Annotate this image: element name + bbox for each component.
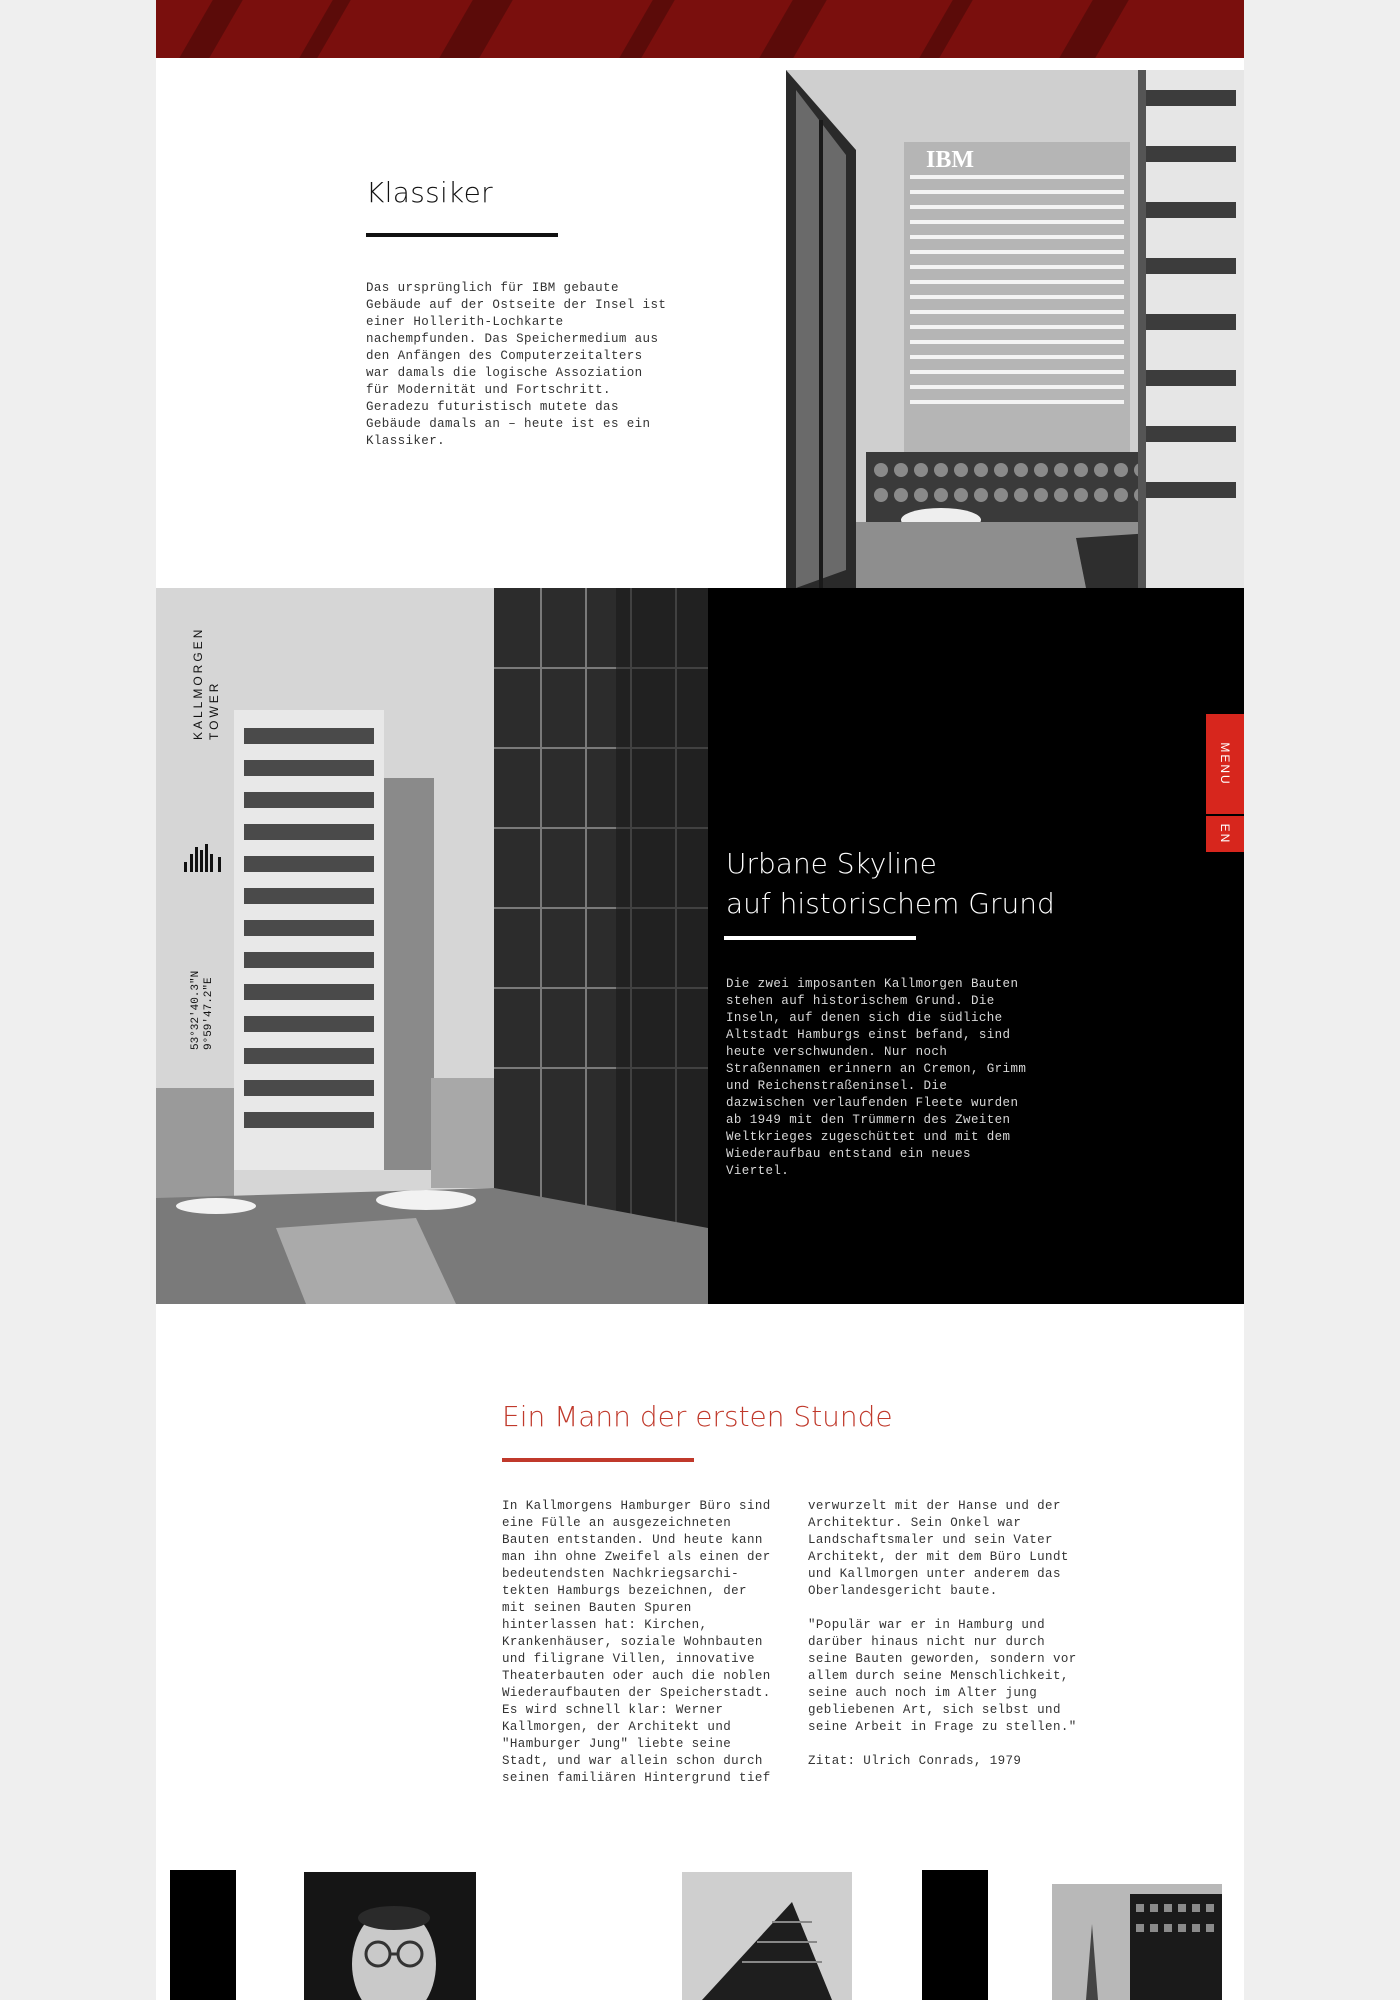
menu-button[interactable] (1206, 714, 1244, 814)
language-switch-label: EN (1218, 823, 1232, 845)
ibm-sign: IBM (926, 147, 974, 173)
gallery-portrait-photo (304, 1872, 476, 2000)
gallery-building-photo-2 (1052, 1884, 1222, 2000)
skyline-title-underline (724, 936, 916, 940)
page (156, 0, 1244, 2000)
section-body-man-col1: In Kallmorgens Hamburger Büro sind eine Fülle an ausgezeichneten Bauten entstanden. Und heute kann man ihn ohne Zweifel als einen der bedeutendsten Nachkriegsarchi- tekten Hamburgs bezeichnen, der mit seinen Bauten Spuren hinterlassen hat: Kirchen, Krankenhäuser, soziale Wohnbauten und filigrane Villen, innovative Theaterbauten oder auch die noblen Wiederaufbauten der Speicherstadt. Es wird schnell klar: Werner Kallmorgen, der Architekt und "Hamburger Jung" liebte seine Stadt, und war allein schon durch seinen familiären Hintergrund tief (502, 1499, 771, 1785)
header-banner-image (156, 0, 1244, 58)
menu-button-label: MENU (1218, 742, 1232, 786)
tower-coordinates (190, 971, 216, 1050)
section-body-klassiker: Das ursprünglich für IBM gebaute Gebäude auf der Ostseite der Insel ist einer Hollerith-Lochkarte nachempfunden. Das Speichermedium aus den Anfängen des Computerzeitalters war damals die logische Assoziation für Modernität und Fortschritt. Geradezu futuristisch mutete das Gebäude damals an – heute ist es ein Klassiker. (366, 281, 667, 448)
man-title-underline (502, 1458, 694, 1462)
coords-lon: 9°59'47.2"E (203, 977, 215, 1050)
coords-lat: 53°32'40.3"N (190, 970, 202, 1050)
title-underline (366, 233, 558, 237)
section-title-skyline: Urbane Skyline auf historischem Grund (726, 847, 1055, 920)
section-body-man-col2: verwurzelt mit der Hanse und der Architektur. Sein Onkel war Landschaftsmaler und sein Vater Architekt, der mit dem Büro Lundt und Kallmorgen unter anderem das Oberlandesgericht baute. "Populär war er in Hamburg und darüber hinaus nicht nur durch seine Bauten geworden, sondern vor allem durch seine Menschlichkeit, seine auch noch im Alter jung gebliebenen Art, sich selbst und seine Arbeit in Frage zu stellen." Zitat: Ulrich Conrads, 1979 (808, 1499, 1077, 1768)
language-switch-button[interactable] (1206, 816, 1244, 852)
gallery-black-bar (170, 1870, 236, 2000)
tower-subtitle: TOWER (207, 680, 221, 740)
ibm-building-photo (786, 70, 1244, 588)
section-title-klassiker: Klassiker (366, 176, 493, 209)
gallery-black-bar-2 (922, 1870, 988, 2000)
section-title-man: Ein Mann der ersten Stunde (502, 1400, 893, 1433)
section-body-skyline: Die zwei imposanten Kallmorgen Bauten stehen auf historischem Grund. Die Inseln, auf denen sich die südliche Altstadt Hamburgs einst befand, sind heute verschwunden. Nur noch Straßennamen erinnern an Cremon, Grimm und Reichenstraßeninsel. Die dazwischen verlaufenden Fleete wurden ab 1949 mit den Trümmern des Zweiten Weltkrieges zugeschüttet und mit dem Wiederaufbau entstand ein neues Viertel. (726, 977, 1027, 1178)
gallery-building-photo-1 (682, 1872, 852, 2000)
kallmorgen-tower-photo (156, 588, 708, 1304)
tower-name: KALLMORGEN (191, 626, 205, 740)
skyline-text-panel (708, 588, 1244, 1304)
tower-name-vertical (190, 627, 222, 740)
